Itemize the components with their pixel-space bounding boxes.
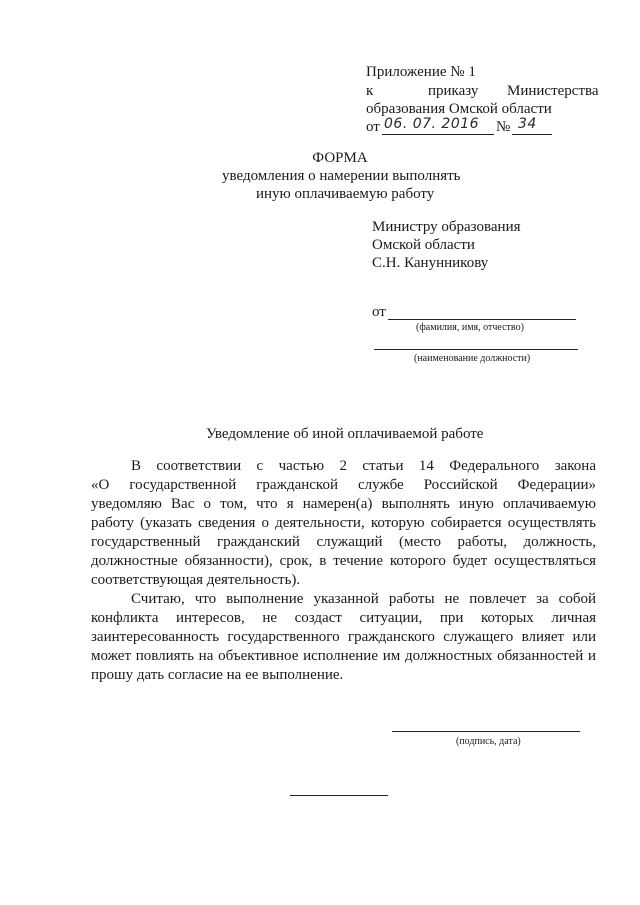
appendix-k: к	[366, 83, 374, 99]
appendix-order: приказу	[428, 83, 479, 99]
appendix-number-prefix: №	[496, 119, 511, 135]
paragraph-1-line: уведомляю Вас о том, что я намерен(а) выполнять иную оплачиваемую	[91, 496, 596, 512]
paragraph-1-line: В соответствии с частью 2 статьи 14 Федерального закона	[131, 458, 596, 474]
paragraph-2-line: может повлиять на объективное исполнение им должностных обязанностей и	[91, 648, 596, 664]
appendix-ministry-name: образования Омской области	[366, 101, 552, 117]
closing-separator	[290, 795, 388, 796]
paragraph-2-line: прошу дать согласие на ее выполнение.	[91, 667, 344, 683]
paragraph-2-line: Считаю, что выполнение указанной работы не повлечет за собой	[131, 591, 596, 607]
from-position-line	[374, 349, 578, 350]
appendix-number-underline	[512, 134, 552, 135]
paragraph-2-line: заинтересованность государственного гражданского служащего влияет или	[91, 629, 596, 645]
from-name-line	[388, 319, 576, 320]
appendix-date-handwritten: 06. 07. 2016	[384, 116, 480, 132]
form-heading: ФОРМА	[312, 150, 368, 166]
paragraph-1	[91, 457, 596, 590]
paragraph-1-line: должностные обязанности), срок, в течение которого будет осуществляться	[91, 553, 596, 569]
from-position-caption: (наименование должности)	[414, 353, 531, 364]
form-subtitle-line2: иную оплачиваемую работу	[256, 186, 435, 202]
appendix-date-prefix: от	[366, 119, 380, 135]
signature-caption: (подпись, дата)	[456, 736, 521, 747]
form-subtitle-line1: уведомления о намерении выполнять	[222, 168, 461, 184]
appendix-title: Приложение № 1	[366, 64, 476, 80]
appendix-date-underline	[382, 134, 494, 135]
appendix-number-handwritten: 34	[518, 116, 537, 132]
paragraph-1-line: соответствующая деятельность).	[91, 572, 301, 588]
paragraph-2-line: конфликта интересов, не создаст ситуации, при которых личная	[91, 610, 596, 626]
addressee-line1: Министру образования	[372, 219, 521, 235]
paragraph-1-line: «О государственной гражданской службе Российской Федерации»	[91, 477, 596, 493]
paragraph-1-line: государственный гражданский служащий (место работы, должность,	[91, 534, 596, 550]
appendix-ministry: Министерства	[507, 83, 599, 99]
signature-line	[392, 731, 580, 732]
paragraph-1-line: работу (указать сведения о деятельности, которую собирается осуществлять	[91, 515, 596, 531]
paragraph-2	[91, 590, 596, 685]
addressee-line2: Омской области	[372, 237, 475, 253]
from-name-caption: (фамилия, имя, отчество)	[416, 322, 524, 333]
addressee-line3: С.Н. Канунникову	[372, 255, 489, 271]
from-prefix: от	[372, 304, 386, 320]
notification-title: Уведомление об иной оплачиваемой работе	[206, 426, 484, 442]
